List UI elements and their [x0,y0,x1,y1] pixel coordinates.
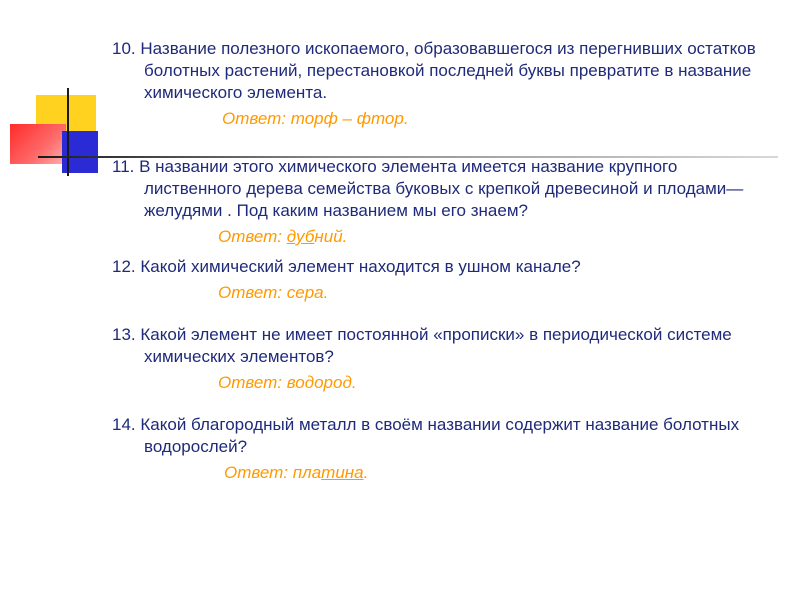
decor-vertical-line [67,88,69,176]
question-text: Какой благородный металл в своём названии содержит название болотных водорослей? [140,415,740,456]
question-11 [112,156,772,222]
question-number: 13. [112,325,136,344]
answer-14: Ответ: платина. [224,463,369,482]
question-12 [112,256,772,278]
quiz-content [112,38,772,484]
answer-12: Ответ: сера. [218,283,329,302]
question-text: Название полезного ископаемого, образовавшегося из перегнивших остатков болотных растений, перестановкой последней буквы превратите в название химического элемента. [140,39,756,102]
question-13 [112,324,772,368]
question-text: В названии этого химического элемента имеется название крупного лиственного дерева семейства буковых с крепкой древесиной и плодами—желудями . Под каким названием мы его знаем? [139,157,744,220]
question-text: Какой элемент не имеет постоянной «прописки» в периодической системе химических элементов? [140,325,732,366]
question-number: 10. [112,39,136,58]
decor-red-square [10,124,66,164]
question-number: 11. [112,157,135,176]
question-14 [112,414,772,458]
answer-13: Ответ: водород. [218,373,357,392]
question-number: 12. [112,257,136,276]
answer-11: Ответ: дубний. [218,227,348,246]
question-10 [112,38,772,104]
question-number: 14. [112,415,136,434]
question-text: Какой химический элемент находится в ушном канале? [140,257,581,276]
answer-10: Ответ: торф – фтор. [222,109,409,128]
